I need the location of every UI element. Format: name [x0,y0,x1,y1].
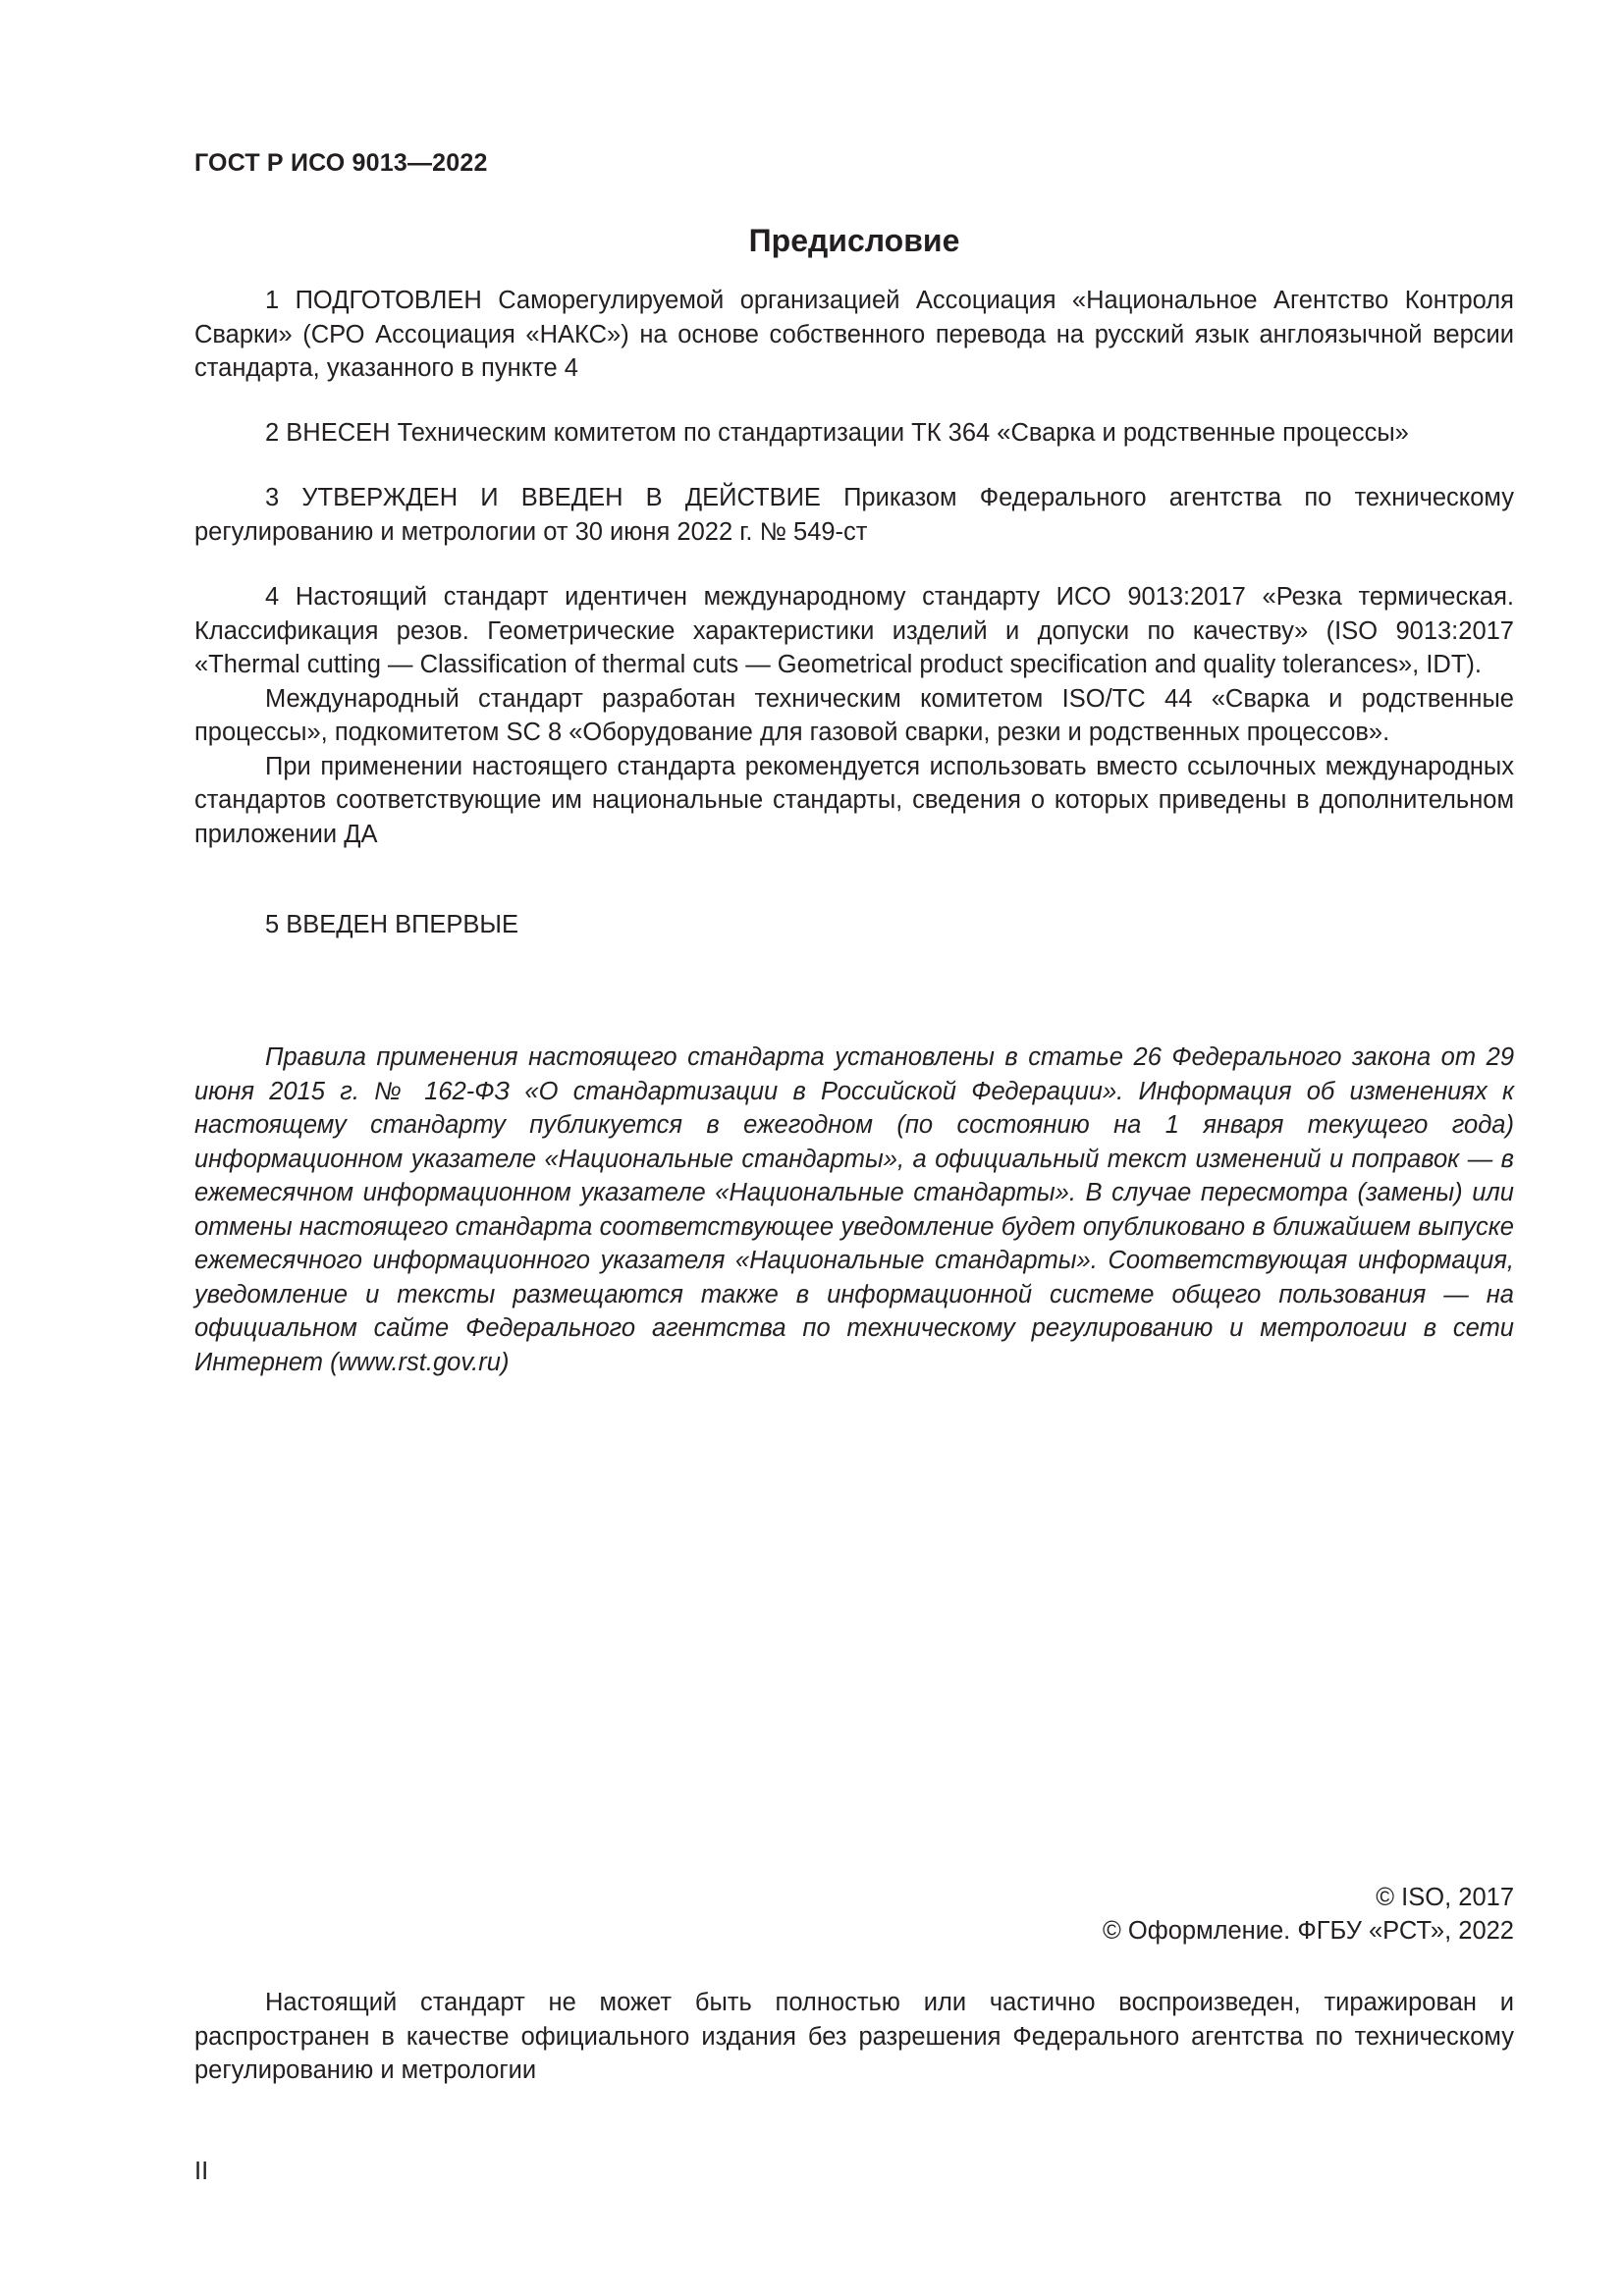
foreword-item-3-text: 3 УТВЕРЖДЕН И ВВЕДЕН В ДЕЙСТВИЕ Приказом Федерального агентства по техническому регулированию и метрологии от 30 июня 2022 г. № 549-ст [194,484,1514,546]
foreword-item-4-text: 4 Настоящий стандарт идентичен международному стандарту ИСО 9013:2017 «Резка термическая. Классификация резов. Геометрические характеристики изделий и допуски по качеству» (ISO 9013:2017 «Thermal cutting — Classification of thermal cuts — Geometrical product specification and quality tolerances», IDT). [194,583,1514,678]
copyright-block [194,1881,1514,1948]
copyright-rst: © Оформление. ФГБУ «РСТ», 2022 [1103,1917,1514,1945]
foreword-item-1-text: 1 ПОДГОТОВЛЕН Саморегулируемой организацией Ассоциация «Национальное Агентство Контроля Сварки» (СРО Ассоциация «НАКС») на основе собственного перевода на русский язык англоязычной версии стандарта, указанного в пункте 4 [194,287,1514,382]
foreword-item-5-text: 5 ВВЕДЕН ВПЕРВЫЕ [265,911,519,938]
page-number: II [194,2158,209,2185]
document-code-header: ГОСТ Р ИСО 9013—2022 [194,149,488,177]
foreword-item-4-committee-text: Международный стандарт разработан техническим комитетом ISO/TC 44 «Сварка и родственные процессы», подкомитетом SC 8 «Оборудование для газовой сварки, резки и родственных процессов». [194,684,1514,746]
application-rules-notice-text: Правила применения настоящего стандарта установлены в статье 26 Федерального закона от 29 июня 2015 г. № 162-ФЗ «О стандартизации в Российской Федерации». Информация об изменениях к настоящему стандарту публикуется в ежегодном (по состоянию на 1 января текущего года) информационном указателе «Национальные стандарты», а официальный текст изменений и поправок — в ежемесячном информационном указателе «Национальные стандарты». В случае пересмотра (замены) или отмены настоящего стандарта соответствующее уведомление будет опубликовано в ближайшем выпуске ежемесячного информационного указателя «Национальные стандарты». Соответствующая информация, уведомление и тексты размещаются также в информационной системе общего пользования — на официальном сайте Федерального агентства по техническому регулированию и метрологии в сети Интернет (www.rst.gov.ru) [194,1043,1514,1376]
foreword-item-4-references-text: При применении настоящего стандарта рекомендуется использовать вместо ссылочных международных стандартов соответствующие им национальные стандарты, сведения о которых приведены в дополнительном приложении ДА [194,752,1514,848]
foreword-item-2-text: 2 ВНЕСЕН Техническим комитетом по стандартизации ТК 364 «Сварка и родственные процессы» [265,419,1409,447]
copyright-iso: © ISO, 2017 [1376,1884,1514,1911]
page-title: Предисловие [748,223,960,258]
application-rules-notice [194,1041,1514,1379]
foreword-item-4 [194,580,1514,851]
foreword-item-1 [194,284,1514,386]
reproduction-notice-text: Настоящий стандарт не может быть полностью или частично воспроизведен, тиражирован и распространен в качестве официального издания без разрешения Федерального агентства по техническому регулированию и метрологии [194,1989,1514,2084]
foreword-item-3 [194,481,1514,549]
foreword-item-5 [194,908,1514,942]
foreword-item-2 [194,416,1514,451]
reproduction-notice [194,1986,1514,2088]
